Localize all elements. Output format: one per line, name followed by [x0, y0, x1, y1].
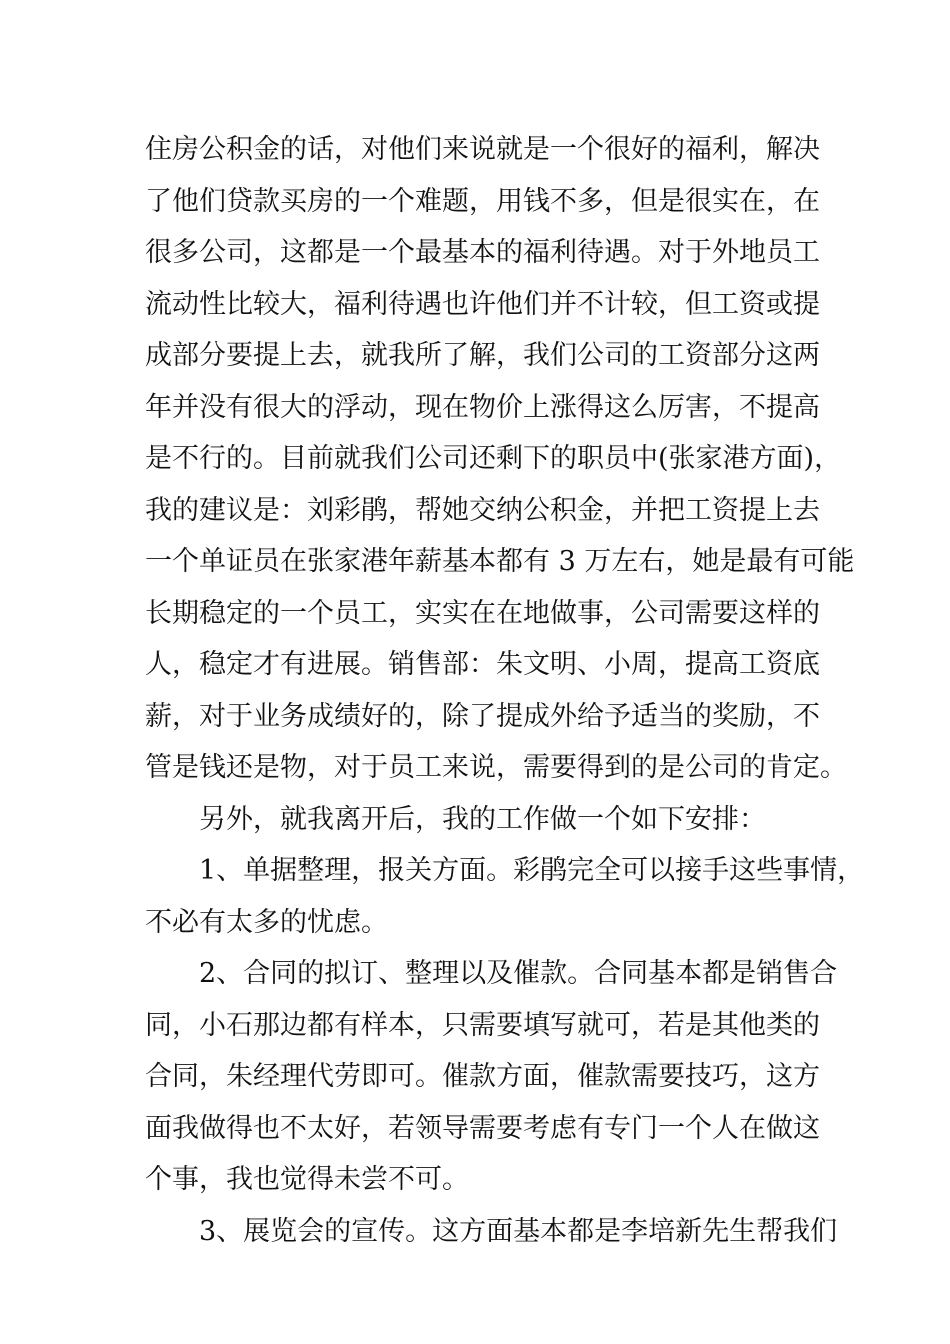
text-line: 一个单证员在张家港年薪基本都有 3 万左右，她是最有可能 — [145, 546, 855, 577]
paragraph-first-line: 2、合同的拟订、整理以及催款。合同基本都是销售合 — [199, 958, 838, 989]
text-line: 住房公积金的话，对他们来说就是一个很好的福利，解决 — [145, 134, 820, 165]
text-line: 同，小石那边都有样本，只需要填写就可，若是其他类的 — [145, 1009, 820, 1041]
text-line: 合同，朱经理代劳即可。催款方面，催款需要技巧，这方 — [145, 1061, 820, 1092]
paragraph-first-line: 3、展览会的宣传。这方面基本都是李培新先生帮我们 — [199, 1215, 838, 1247]
text-line: 流动性比较大，福利待遇也许他们并不计较，但工资或提 — [145, 288, 820, 320]
text-line: 了他们贷款买房的一个难题，用钱不多，但是很实在，在 — [145, 185, 820, 217]
text-line: 个事，我也觉得未尝不可。 — [145, 1164, 469, 1195]
document-body — [145, 124, 865, 1257]
text-line: 是不行的。目前就我们公司还剩下的职员中(张家港方面)， — [145, 443, 842, 474]
text-line: 年并没有很大的浮动，现在物价上涨得这么厉害，不提高 — [145, 391, 820, 423]
text-line: 薪，对于业务成绩好的，除了提成外给予适当的奖励，不 — [145, 700, 820, 732]
text-line: 很多公司，这都是一个最基本的福利待遇。对于外地员工 — [145, 237, 820, 268]
text-line: 我的建议是：刘彩鹃，帮她交纳公积金，并把工资提上去 — [145, 494, 820, 526]
text-line: 成部分要提上去，就我所了解，我们公司的工资部分这两 — [145, 340, 820, 371]
text-line: 管是钱还是物，对于员工来说，需要得到的是公司的肯定。 — [145, 752, 847, 783]
text-line: 长期稳定的一个员工，实实在在地做事，公司需要这样的 — [145, 597, 820, 629]
text-line: 面我做得也不太好，若领导需要考虑有专门一个人在做这 — [145, 1112, 820, 1144]
paragraph-first-line: 1、单据整理，报关方面。彩鹃完全可以接手这些事情， — [199, 855, 865, 886]
text-line: 人，稳定才有进展。销售部：朱文明、小周，提高工资底 — [145, 649, 820, 680]
text-line: 不必有太多的忧虑。 — [145, 906, 388, 938]
paragraph-first-line: 另外，就我离开后，我的工作做一个如下安排： — [199, 803, 766, 835]
